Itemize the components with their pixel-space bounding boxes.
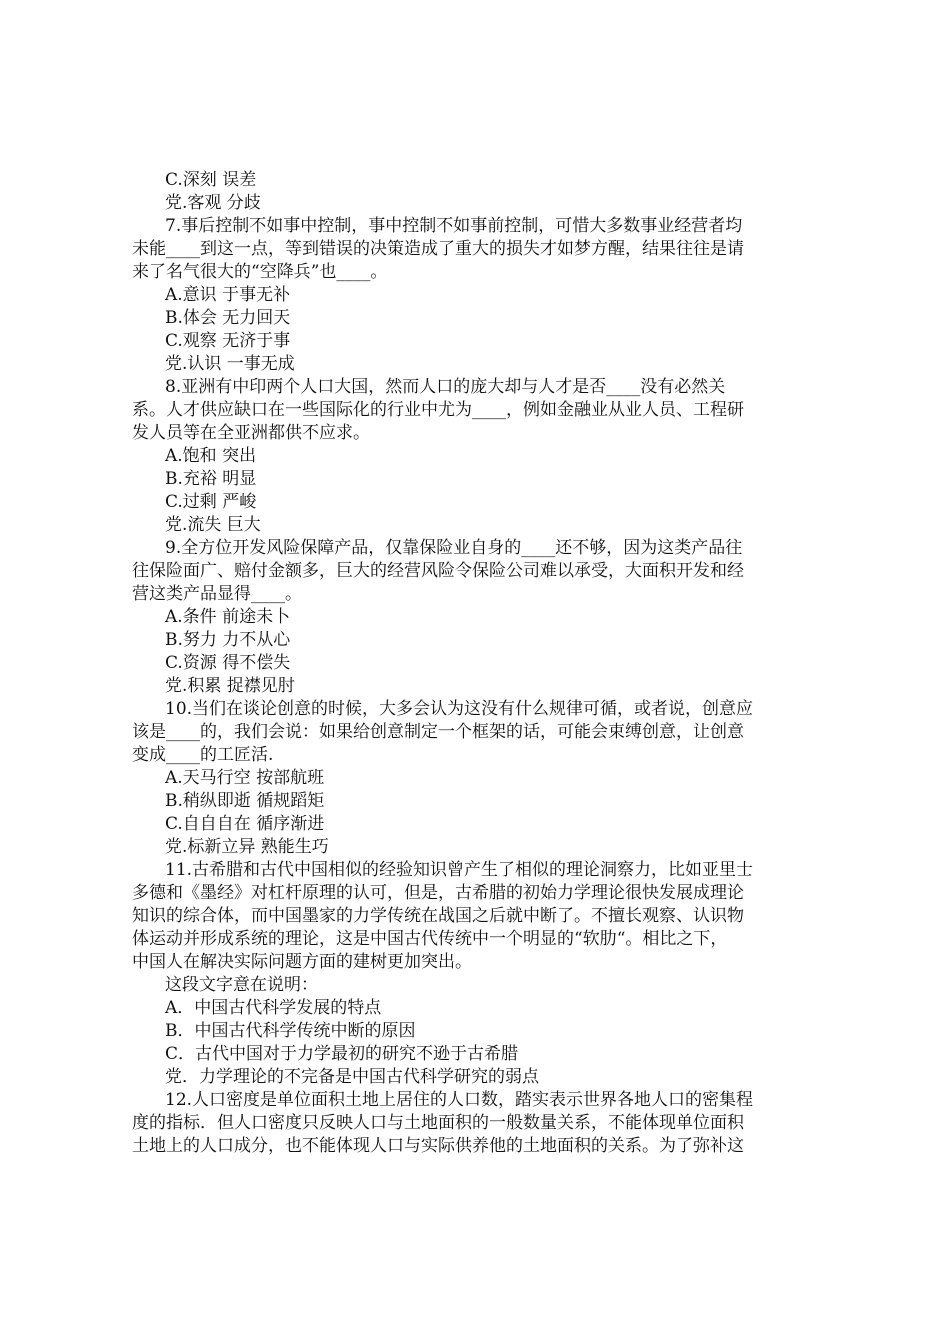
text-line: A.饱和 突出 <box>165 446 257 466</box>
text-line: 系。人才供应缺口在一些国际化的行业中尤为____，例如金融业从业人员、工程研 <box>132 400 744 420</box>
text-line: A.条件 前途未卜 <box>165 607 291 627</box>
text-line: A．中国古代科学发展的特点 <box>165 998 382 1018</box>
text-line: 未能____到这一点，等到错误的决策造成了重大的损失才如梦方醒，结果往往是请 <box>132 239 744 259</box>
text-line: 发人员等在全亚洲都供不应求。 <box>132 423 370 443</box>
text-line: 该是____的，我们会说：如果给创意制定一个框架的话，可能会束缚创意，让创意 <box>132 722 744 742</box>
text-line: 知识的综合体，而中国墨家的力学传统在战国之后就中断了。不擅长观察、认识物 <box>132 906 744 926</box>
text-line: C.过剩 严峻 <box>165 492 257 512</box>
text-line: 8.亚洲有中印两个人口大国，然而人口的庞大却与人才是否____没有必然关 <box>165 377 726 397</box>
text-line: 多德和《墨经》对杠杆原理的认可，但是，古希腊的初始力学理论很快发展成理论 <box>132 883 744 903</box>
text-line: 10.当们在谈论创意的时候，大多会认为这没有什么规律可循，或者说，创意应 <box>165 699 754 719</box>
text-line: C.观察 无济于事 <box>165 331 291 351</box>
text-line: 变成____的工匠活. <box>132 745 274 765</box>
text-line: 往保险面广、赔付金额多，巨大的经营风险令保险公司难以承受，大面积开发和经 <box>132 561 744 581</box>
text-line: C．古代中国对于力学最初的研究不逊于古希腊 <box>165 1044 519 1064</box>
text-line: 党.积累 捉襟见肘 <box>165 676 295 696</box>
text-line: 营这类产品显得____。 <box>132 584 302 604</box>
text-line: B.体会 无力回天 <box>165 308 291 328</box>
text-line: 党.认识 一事无成 <box>165 354 295 374</box>
text-line: 这段文字意在说明： <box>165 975 318 995</box>
text-line: 党.流失 巨大 <box>165 515 261 535</box>
text-line: 9.全方位开发风险保障产品，仅靠保险业自身的____还不够，因为这类产品往 <box>165 538 743 558</box>
text-line: 度的指标．但人口密度只反映人口与土地面积的一般数量关系，不能体现单位面积 <box>132 1113 744 1133</box>
text-line: 11.古希腊和古代中国相似的经验知识曾产生了相似的理论洞察力，比如亚里士 <box>165 860 754 880</box>
text-line: 土地上的人口成分，也不能体现人口与实际供养他的土地面积的关系。为了弥补这 <box>132 1136 744 1156</box>
text-line: B.充裕 明显 <box>165 469 257 489</box>
text-line: 12.人口密度是单位面积土地上居住的人口数，踏实表示世界各地人口的密集程 <box>165 1090 754 1110</box>
text-line: 体运动并形成系统的理论，这是中国古代传统中一个明显的“软肋“。相比之下， <box>132 929 728 949</box>
text-line: A.天马行空 按部航班 <box>165 768 325 788</box>
text-line: C.深刻 误差 <box>165 170 257 190</box>
text-line: 来了名气很大的“空降兵”也____。 <box>132 262 388 282</box>
text-line: C.自自自在 循序渐进 <box>165 814 325 834</box>
text-line: C.资源 得不偿失 <box>165 653 291 673</box>
text-line: 党.标新立异 熟能生巧 <box>165 837 329 857</box>
text-line: B.稍纵即逝 循规蹈矩 <box>165 791 325 811</box>
text-line: 党.客观 分歧 <box>165 193 261 213</box>
text-line: A.意识 于事无补 <box>165 285 291 305</box>
text-line: B．中国古代科学传统中断的原因 <box>165 1021 416 1041</box>
document-body <box>132 169 832 1158</box>
text-line: 7.事后控制不如事中控制，事中控制不如事前控制，可惜大多数事业经营者均 <box>165 216 743 236</box>
text-line: 中国人在解决实际问题方面的建树更加突出。 <box>132 952 472 972</box>
text-line: 党．力学理论的不完备是中国古代科学研究的弱点 <box>165 1067 539 1087</box>
text-line: B.努力 力不从心 <box>165 630 291 650</box>
